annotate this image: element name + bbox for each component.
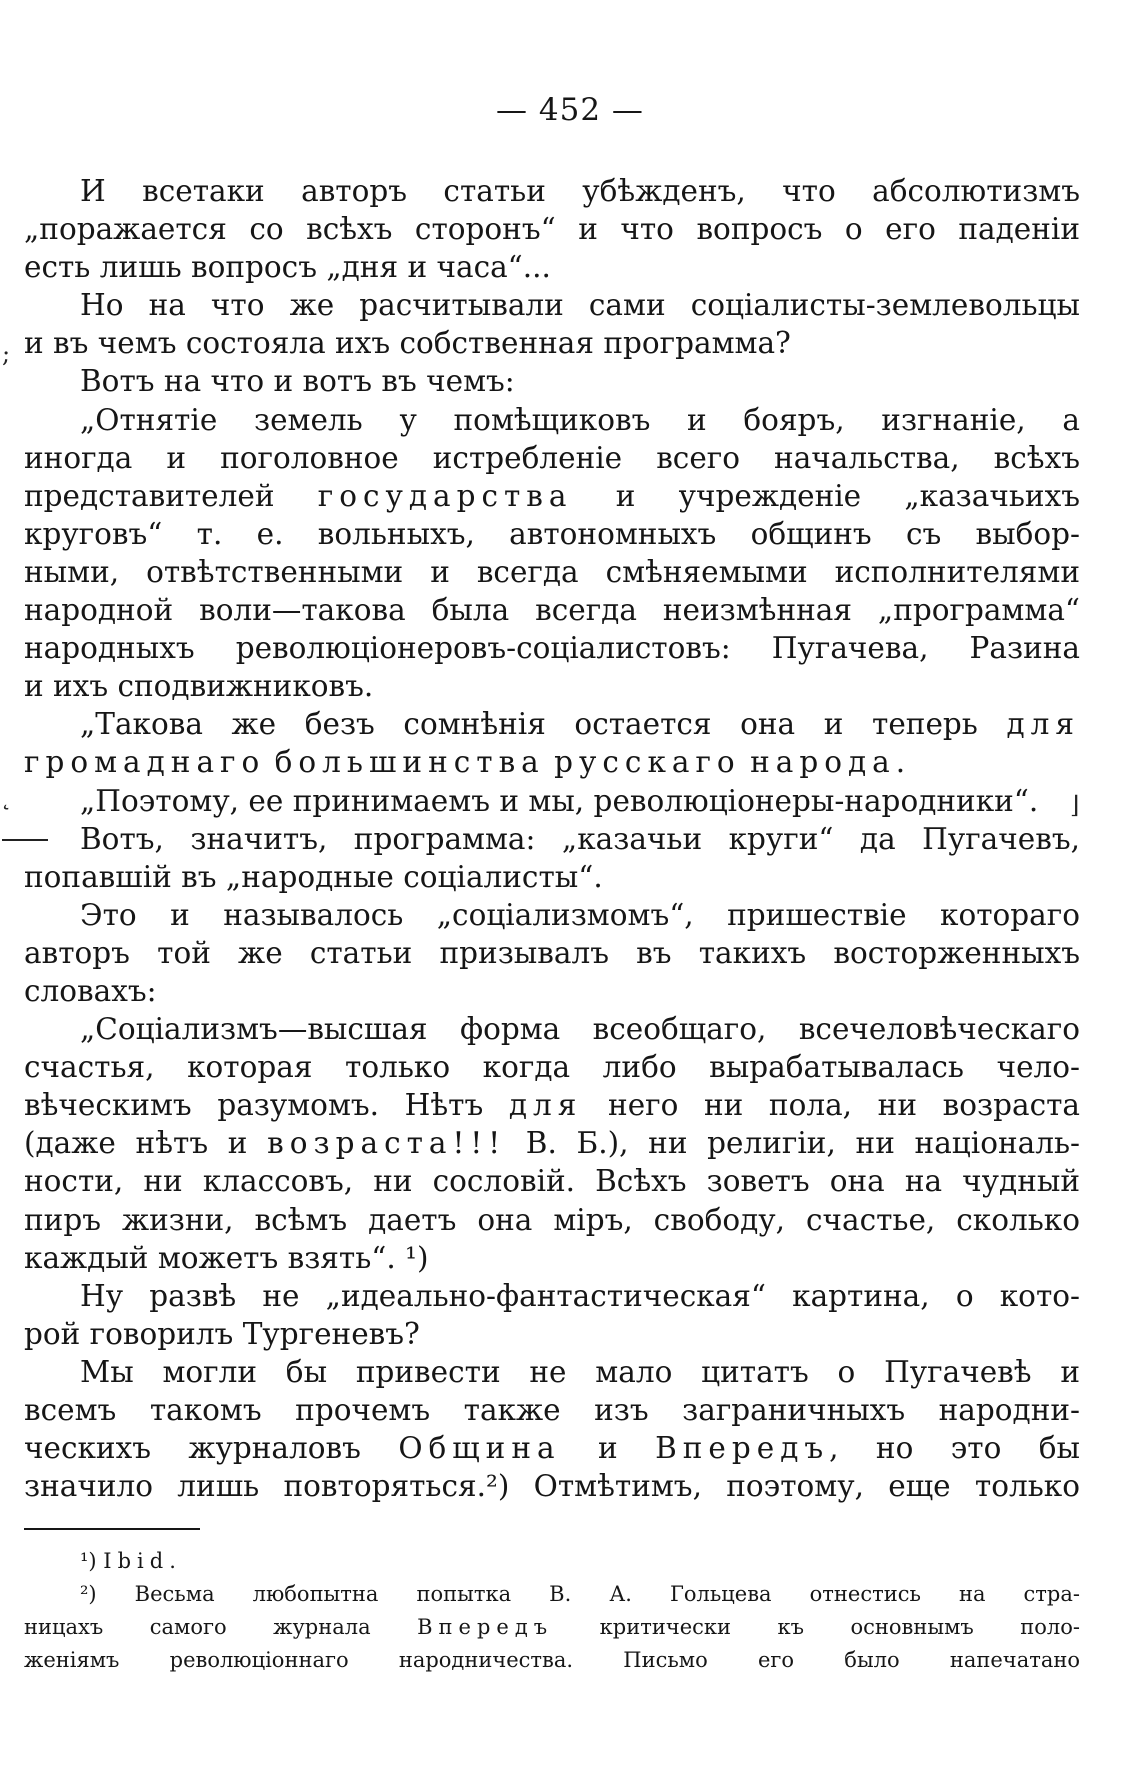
page-number: — 452 — (496, 92, 644, 128)
text-line: ными, отвѣтственными и всегда смѣняемыми исполнителями (24, 554, 1080, 589)
text-line: словахъ: (24, 973, 157, 1008)
text-line: счастья, которая только когда либо вырабатывалась чело- (24, 1050, 1080, 1085)
footnote-line: женіямъ революціоннаго народничества. Письмо его было напечатано (24, 1648, 1080, 1672)
text-line: рой говорилъ Тургеневъ? (24, 1316, 420, 1351)
text-line: и ихъ сподвижниковъ. (24, 669, 374, 704)
margin-mark: ; (2, 340, 11, 368)
text-line: Мы могли бы привести не мало цитатъ о Пугачевѣ и (80, 1354, 1080, 1389)
footnote-separator (24, 1528, 200, 1530)
text-line: Вотъ, значитъ, программа: „казачьи круги“ да Пугачевъ, (80, 821, 1080, 856)
text-line: ности, ни классовъ, ни сословій. Всѣхъ зоветъ она на чудный (24, 1164, 1080, 1199)
text-line: круговъ“ т. е. вольныхъ, автономныхъ общинъ съ выбор- (24, 516, 1080, 551)
text-line: авторъ той же статьи призывалъ въ такихъ восторженныхъ (24, 935, 1080, 970)
text-line: „Соціализмъ—высшая форма всеобщаго, всечеловѣческаго (80, 1012, 1080, 1047)
text-line: есть лишь вопросъ „дня и часа“... (24, 250, 551, 285)
text-line: громаднаго большинства русскаго народа. (24, 745, 906, 780)
text-line: и въ чемъ состояла ихъ собственная программа? (24, 326, 791, 361)
text-line: всемъ такомъ прочемъ также изъ заграничныхъ народни- (24, 1393, 1080, 1427)
text-line: иногда и поголовное истребленіе всего начальства, всѣхъ (24, 440, 1080, 475)
text-line: „поражается со всѣхъ сторонъ“ и что вопросъ о его паденіи (24, 212, 1080, 247)
text-line: попавшій въ „народные соціалисты“. (24, 859, 603, 894)
text-line: представителей государства и учрежденіе „казачьихъ (24, 478, 1080, 513)
text-line: Ну развѣ не „идеально-фантастическая“ картина, о кото- (80, 1278, 1080, 1313)
text-line: Вотъ на что и вотъ въ чемъ: (80, 364, 515, 399)
text-line: И всетаки авторъ статьи убѣжденъ, что абсолютизмъ (80, 174, 1080, 208)
margin-mark: ˛ (0, 783, 12, 811)
text-line: (даже нѣтъ и возраста!!! В. Б.), ни религіи, ни національ- (24, 1126, 1080, 1161)
text-line: вѣческимъ разумомъ. Нѣтъ для него ни пола, ни возраста (24, 1088, 1080, 1123)
text-line: каждый можетъ взять“. ¹) (24, 1240, 429, 1275)
text-line: народной воли—такова была всегда неизмѣнная „программа“ (24, 593, 1080, 628)
text-line: „Такова же безъ сомнѣнія остается она и теперь для (80, 707, 1080, 742)
margin-mark: ⌋ (1070, 791, 1080, 819)
footnotes (24, 1545, 1080, 1677)
text-line: Но на что же расчитывали сами соціалисты-землевольцы (80, 288, 1080, 323)
body-text (24, 172, 1080, 1505)
text-line: „Поэтому, ее принимаемъ и мы, революціонеры-народники“. (80, 783, 1039, 818)
text-line: „Отнятіе земель у помѣщиковъ и бояръ, изгнаніе, а (80, 402, 1080, 437)
margin-dash-mark (2, 839, 48, 841)
footnote-line: ²) Весьма любопытна попытка В. А. Гольцева отнестись на стра- (80, 1582, 1080, 1606)
text-line: пиръ жизни, всѣмъ даетъ она міръ, свободу, счастье, сколько (24, 1202, 1080, 1237)
text-line: Это и называлось „соціализмомъ“, пришествіе котораго (80, 897, 1080, 932)
text-line: значило лишь повторяться.²) Отмѣтимъ, поэтому, еще только (24, 1469, 1080, 1504)
text-line: народныхъ революціонеровъ-соціалистовъ: Пугачева, Разина (24, 631, 1080, 666)
footnote-line: ¹) Ibid. (80, 1549, 176, 1573)
text-line: ческихъ журналовъ Община и Впередъ, но это бы (24, 1431, 1081, 1466)
footnote-line: ницахъ самого журнала Впередъ критически къ основнымъ поло- (24, 1615, 1080, 1639)
